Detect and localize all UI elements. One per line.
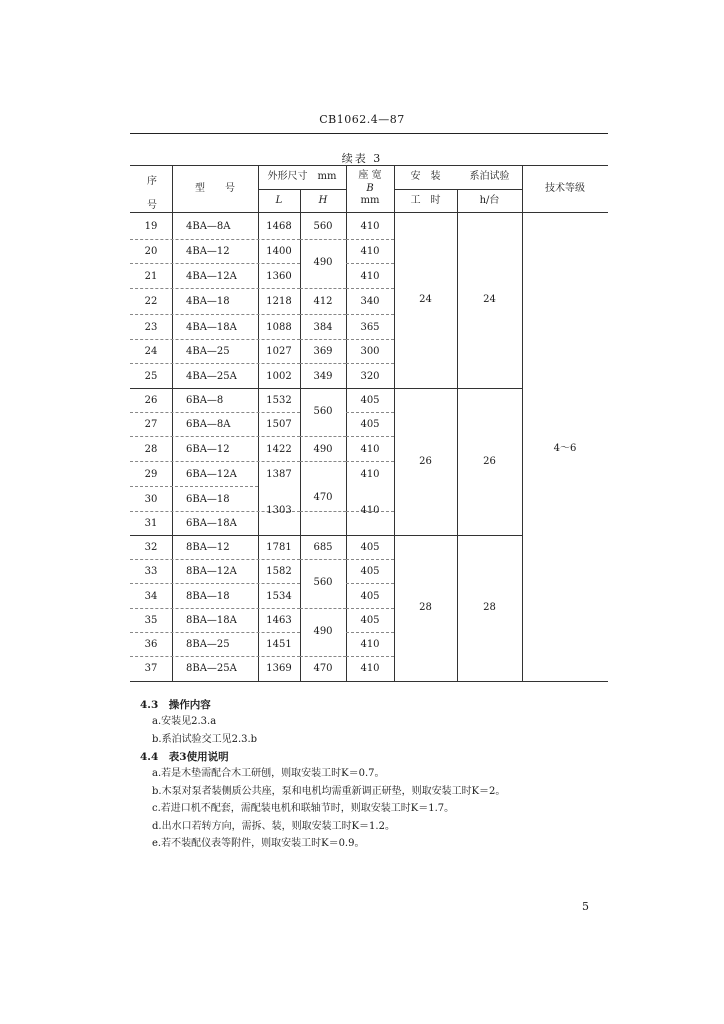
header-tech: 技术等级	[545, 183, 585, 194]
table-row-divider	[300, 288, 346, 289]
header-rule	[130, 133, 608, 134]
row-model: 8BA—12A	[186, 566, 237, 577]
row-seq: 26	[144, 395, 158, 406]
row-length: 1451	[266, 639, 292, 650]
table-row-divider	[300, 559, 346, 560]
table-row-divider	[130, 436, 300, 437]
table-row-divider	[346, 632, 394, 633]
row-length: 1088	[266, 321, 292, 333]
row-length: 1582	[266, 566, 292, 577]
row-length: 1027	[266, 346, 292, 357]
row-width: 410	[360, 270, 380, 282]
row-model: 8BA—25A	[186, 663, 237, 674]
row-length: 1400	[266, 246, 292, 257]
row-width: 405	[360, 590, 380, 602]
merged-height-30-31: 470	[313, 492, 333, 503]
row-model: 4BA—25	[186, 346, 230, 357]
table-title: 续表 3	[341, 152, 383, 165]
row-height: 560	[313, 220, 333, 232]
row-model: 4BA—8A	[186, 220, 231, 232]
section-item: d.出水口若转方向，需拆、装，则取安装工时K＝1.2。	[152, 820, 395, 832]
table-row-divider	[300, 363, 346, 364]
row-model: 6BA—12	[186, 443, 230, 455]
row-model: 4BA—12A	[186, 270, 237, 282]
row-length: 1532	[266, 395, 292, 406]
row-height: 685	[313, 542, 333, 553]
header-width: 座 宽	[358, 170, 382, 181]
row-length: 1534	[266, 590, 292, 602]
merged-height-35-36: 490	[313, 626, 333, 637]
row-length: 1422	[266, 443, 292, 455]
header-dim-h: H	[318, 195, 328, 206]
document-code: CB1062.4—87	[319, 113, 405, 126]
section-heading	[140, 698, 211, 712]
table-row-divider	[130, 363, 300, 364]
table-row-divider	[300, 436, 346, 437]
row-width: 365	[360, 321, 380, 333]
header-install: 安 装	[410, 171, 441, 182]
table-row-divider	[346, 412, 394, 413]
table-row-divider	[130, 559, 300, 560]
table-vline	[172, 212, 173, 681]
row-model: 8BA—12	[186, 542, 230, 553]
row-seq: 37	[144, 663, 158, 674]
row-seq: 28	[144, 443, 158, 455]
row-model: 8BA—25	[186, 639, 230, 650]
row-seq: 27	[144, 419, 158, 430]
row-seq: 21	[144, 270, 158, 282]
row-seq: 22	[144, 296, 158, 307]
section-item: a.若是木垫需配合木工研刨，则取安装工时K＝0.7。	[152, 768, 385, 779]
row-model: 6BA—8	[186, 395, 224, 406]
section-title: 操作内容	[168, 699, 211, 711]
row-length: 1468	[266, 220, 292, 232]
table-row-divider	[130, 583, 300, 584]
row-seq: 36	[144, 639, 158, 650]
merged-height-33-34: 560	[313, 577, 333, 588]
table-row-divider	[346, 559, 394, 560]
table-row-divider	[346, 314, 394, 315]
table-row-divider	[346, 263, 394, 264]
row-seq: 19	[144, 220, 158, 232]
section-item: a.安装见2.3.a	[152, 716, 217, 727]
dims-header-divider	[258, 189, 346, 190]
row-seq: 31	[144, 518, 158, 529]
row-model: 6BA—18A	[186, 518, 237, 529]
row-height: 490	[313, 443, 333, 455]
page-number: 5	[582, 900, 589, 913]
row-model: 4BA—18	[186, 296, 230, 307]
header-width-unit: mm	[360, 195, 380, 206]
row-width: 405	[360, 419, 380, 430]
row-height: 470	[313, 663, 333, 674]
section-number: 4.3	[140, 699, 159, 711]
section-heading	[140, 750, 229, 764]
table-row-divider	[130, 656, 300, 657]
row-width: 410	[360, 468, 380, 480]
table-row-divider	[300, 239, 346, 240]
table-row-divider	[130, 239, 300, 240]
merged-width-30-31: 410	[360, 505, 380, 516]
row-seq: 33	[144, 566, 158, 577]
row-width: 405	[360, 542, 380, 553]
row-length: 1781	[266, 542, 292, 553]
table-row-divider	[300, 608, 346, 609]
test-hours-group-1: 24	[483, 294, 496, 305]
table-top-rule	[130, 165, 608, 166]
row-width: 410	[360, 246, 380, 257]
row-seq: 35	[144, 615, 158, 626]
section-item: c.若进口机不配套，需配装电机和联轴节时，则取安装工时K＝1.7。	[152, 803, 455, 814]
row-height: 384	[313, 321, 333, 333]
row-width: 410	[360, 639, 380, 650]
row-width: 405	[360, 395, 380, 406]
row-seq: 34	[144, 590, 158, 602]
section-item: b.系泊试验交工见2.3.b	[152, 733, 258, 745]
table-row-divider	[346, 239, 394, 240]
table-row-divider	[346, 656, 394, 657]
group-rule	[130, 535, 522, 536]
test-hours-group-2: 26	[483, 456, 496, 467]
row-model: 8BA—18A	[186, 615, 237, 626]
install-hours-group-1: 24	[419, 294, 432, 305]
row-length: 1507	[266, 419, 292, 430]
header-model: 型 号	[195, 183, 235, 194]
table-bottom-rule	[130, 681, 608, 682]
row-model: 6BA—18	[186, 493, 230, 505]
row-width: 320	[360, 370, 380, 382]
row-width: 410	[360, 443, 380, 455]
spacer	[158, 699, 169, 711]
table-row-divider	[130, 263, 300, 264]
table-row-divider	[130, 288, 300, 289]
table-row-divider	[130, 632, 300, 633]
section-item: e.若不装配仪表等附件，则取安装工时K＝0.9。	[152, 838, 365, 849]
table-row-divider	[300, 511, 346, 512]
table-row-divider	[346, 436, 394, 437]
table-row-divider	[130, 339, 300, 340]
section-number: 4.4	[140, 751, 159, 763]
table-row-divider	[130, 461, 300, 462]
header-test: 系泊试验	[469, 171, 510, 182]
table-row-divider	[300, 656, 346, 657]
row-width: 340	[360, 296, 380, 307]
row-seq: 25	[144, 370, 158, 382]
header-seq: 序号	[147, 176, 157, 211]
section-item: b.木泵对泵者装侧质公共座，泵和电机均需重新调正研垫，则取安装工时K＝2。	[152, 785, 506, 797]
row-model: 4BA—18A	[186, 321, 237, 333]
row-length: 1387	[266, 468, 292, 480]
row-width: 405	[360, 566, 380, 577]
row-seq: 32	[144, 542, 158, 553]
row-model: 4BA—12	[186, 246, 230, 257]
row-length: 1002	[266, 370, 292, 382]
install-hours-group-3: 28	[419, 602, 432, 613]
table-row-divider	[130, 314, 300, 315]
table-row-divider	[300, 314, 346, 315]
test-hours-group-3: 28	[483, 602, 496, 613]
table-row-divider	[130, 486, 258, 487]
row-length: 1218	[266, 296, 292, 307]
merged-length-30-31: 1303	[266, 505, 292, 516]
group-rule	[130, 388, 522, 389]
spacer	[158, 751, 169, 763]
row-seq: 24	[144, 346, 158, 357]
tech-grade: 4～6	[553, 443, 577, 454]
row-length: 1463	[266, 615, 292, 626]
row-height: 412	[313, 296, 333, 307]
table-row-divider	[130, 608, 300, 609]
row-seq: 20	[144, 246, 158, 257]
header-dim-l: L	[275, 195, 283, 206]
row-seq: 29	[144, 468, 158, 480]
header-bottom-rule	[130, 212, 608, 213]
row-model: 6BA—8A	[186, 419, 231, 430]
row-width: 410	[360, 220, 380, 232]
install-hours-group-2: 26	[419, 456, 432, 467]
table-row-divider	[346, 363, 394, 364]
table-row-divider	[346, 583, 394, 584]
header-width-symbol: B	[366, 183, 374, 194]
row-length: 1369	[266, 663, 292, 674]
section-title: 表3使用说明	[168, 751, 229, 763]
row-model: 6BA—12A	[186, 468, 237, 480]
table-row-divider	[346, 288, 394, 289]
table-row-divider	[300, 339, 346, 340]
row-height: 369	[313, 346, 333, 357]
table-row-divider	[346, 461, 394, 462]
row-width: 300	[360, 346, 380, 357]
row-length: 1360	[266, 270, 292, 282]
row-height: 349	[313, 370, 333, 382]
install-header-divider	[394, 189, 522, 190]
merged-height-26-27: 560	[313, 406, 333, 417]
table-row-divider	[346, 608, 394, 609]
row-width: 405	[360, 615, 380, 626]
merged-height-20-21: 490	[313, 257, 333, 268]
row-seq: 30	[144, 493, 158, 505]
row-model: 8BA—18	[186, 590, 230, 602]
table-row-divider	[130, 412, 300, 413]
header-install-sub: 工 时	[410, 195, 441, 206]
table-row-divider	[346, 339, 394, 340]
row-width: 410	[360, 663, 380, 674]
header-test-sub: h/台	[479, 195, 500, 206]
row-model: 4BA—25A	[186, 370, 237, 382]
header-dims: 外形尺寸 mm	[267, 171, 337, 182]
row-seq: 23	[144, 321, 158, 333]
table-row-divider	[300, 461, 346, 462]
